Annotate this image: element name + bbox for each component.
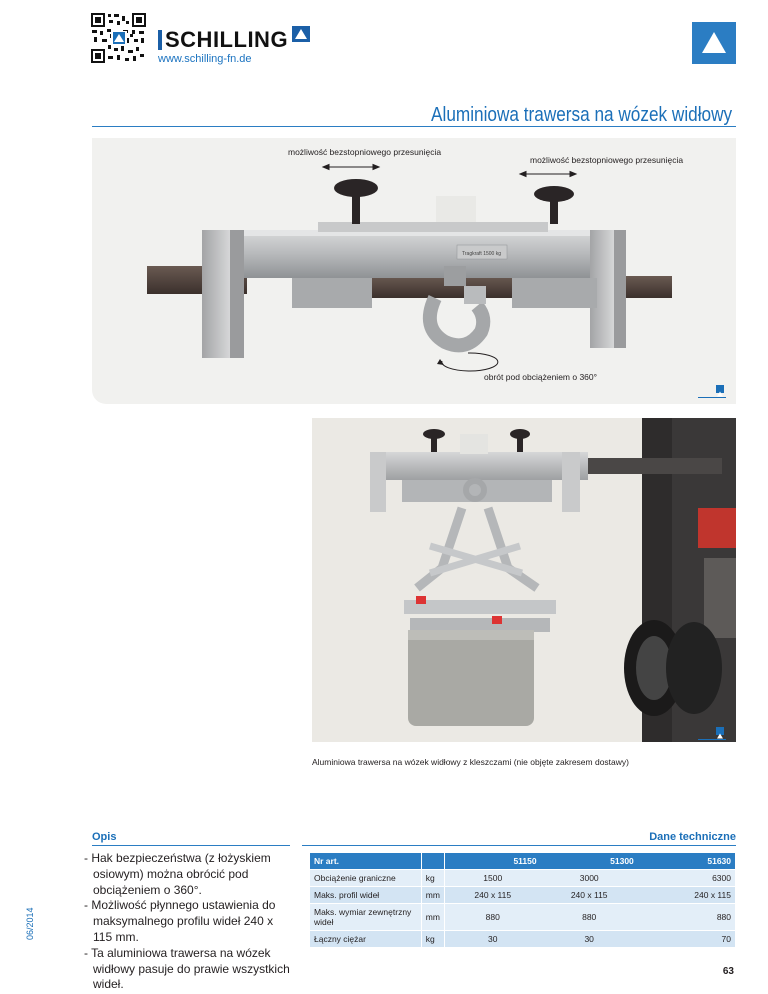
product-photo-beam [92, 138, 736, 404]
table-cell: Obciążenie graniczne [310, 869, 421, 886]
table-cell: Maks. wymiar zewnętrzny wideł [310, 903, 421, 930]
table-cell: 30 [444, 930, 540, 947]
photo2-caption: Aluminiowa trawersa na wózek widłowy z kleszczami (nie objęte zakresem dostawy) [312, 757, 629, 767]
photo1-triangle-icon [716, 385, 724, 393]
page-number: 63 [722, 966, 734, 977]
tech-data-rule [302, 845, 736, 846]
qr-code [90, 12, 147, 64]
table-cell: 240 x 115 [541, 886, 638, 903]
table-header-cell: 51630 [638, 853, 735, 869]
table-cell: 880 [541, 903, 638, 930]
table-cell: 1500 [444, 869, 540, 886]
tech-data-heading: Dane techniczne [649, 831, 736, 843]
table-row [310, 930, 735, 947]
annotation-shift-right: możliwość bezstopniowego przesunięcia [530, 155, 684, 165]
table-cell: 240 x 115 [638, 886, 735, 903]
table-header-cell [421, 853, 444, 869]
page-title: Aluminiowa trawersa na wózek widłowy [430, 104, 732, 126]
photo2-rule [698, 739, 726, 740]
tech-data-table [310, 853, 735, 948]
table-cell: 3000 [541, 869, 638, 886]
annotation-shift-left: możliwość bezstopniowego przesunięcia [288, 147, 442, 157]
logo-text-schil: SCHIL [165, 27, 234, 52]
table-row [310, 903, 735, 930]
table-header-row [310, 853, 735, 869]
description-item: - Hak bezpieczeństwa (z łożyskiem osiowym) można obrócić pod obciążeniem o 360°. [84, 851, 294, 898]
description-rule [92, 845, 290, 846]
table-cell: kg [421, 869, 444, 886]
table-cell: 880 [638, 903, 735, 930]
description-list [84, 851, 294, 993]
table-cell: 30 [541, 930, 638, 947]
description-heading: Opis [92, 831, 117, 843]
table-header-cell: Nr art. [310, 853, 421, 869]
title-rule [92, 126, 736, 127]
product-photo-forklift [312, 418, 736, 742]
table-cell: 880 [444, 903, 540, 930]
table-cell: Łączny ciężar [310, 930, 421, 947]
logo-bar [158, 30, 162, 50]
table-row [310, 869, 735, 886]
table-cell: Maks. profil wideł [310, 886, 421, 903]
description-item: - Ta aluminiowa trawersa na wózek widłowy pasuje do prawie wszystkich wideł. [84, 946, 294, 993]
photo2-triangle-icon [716, 727, 724, 735]
table-cell: mm [421, 903, 444, 930]
corner-triangle-icon [692, 22, 736, 64]
logo-text-ling: LING [233, 27, 289, 52]
table-row [310, 886, 735, 903]
table-cell: kg [421, 930, 444, 947]
logo-triangle-icon [292, 26, 310, 42]
table-cell: 6300 [638, 869, 735, 886]
table-cell: 70 [638, 930, 735, 947]
table-cell: mm [421, 886, 444, 903]
table-cell: 240 x 115 [444, 886, 540, 903]
description-item: - Możliwość płynnego ustawienia do maksymalnego profilu wideł 240 x 115 mm. [84, 898, 294, 945]
table-header-cell: 51150 [444, 853, 540, 869]
annotation-rotation: obrót pod obciążeniem o 360° [484, 372, 598, 382]
beam-plate-text: Tragkraft 1500 kg [462, 251, 502, 257]
photo1-rule [698, 397, 726, 398]
website-link[interactable]: www.schilling-fn.de [158, 53, 252, 65]
schilling-logo[interactable] [158, 22, 310, 50]
side-date: 06/2014 [25, 907, 35, 940]
table-header-cell: 51300 [541, 853, 638, 869]
